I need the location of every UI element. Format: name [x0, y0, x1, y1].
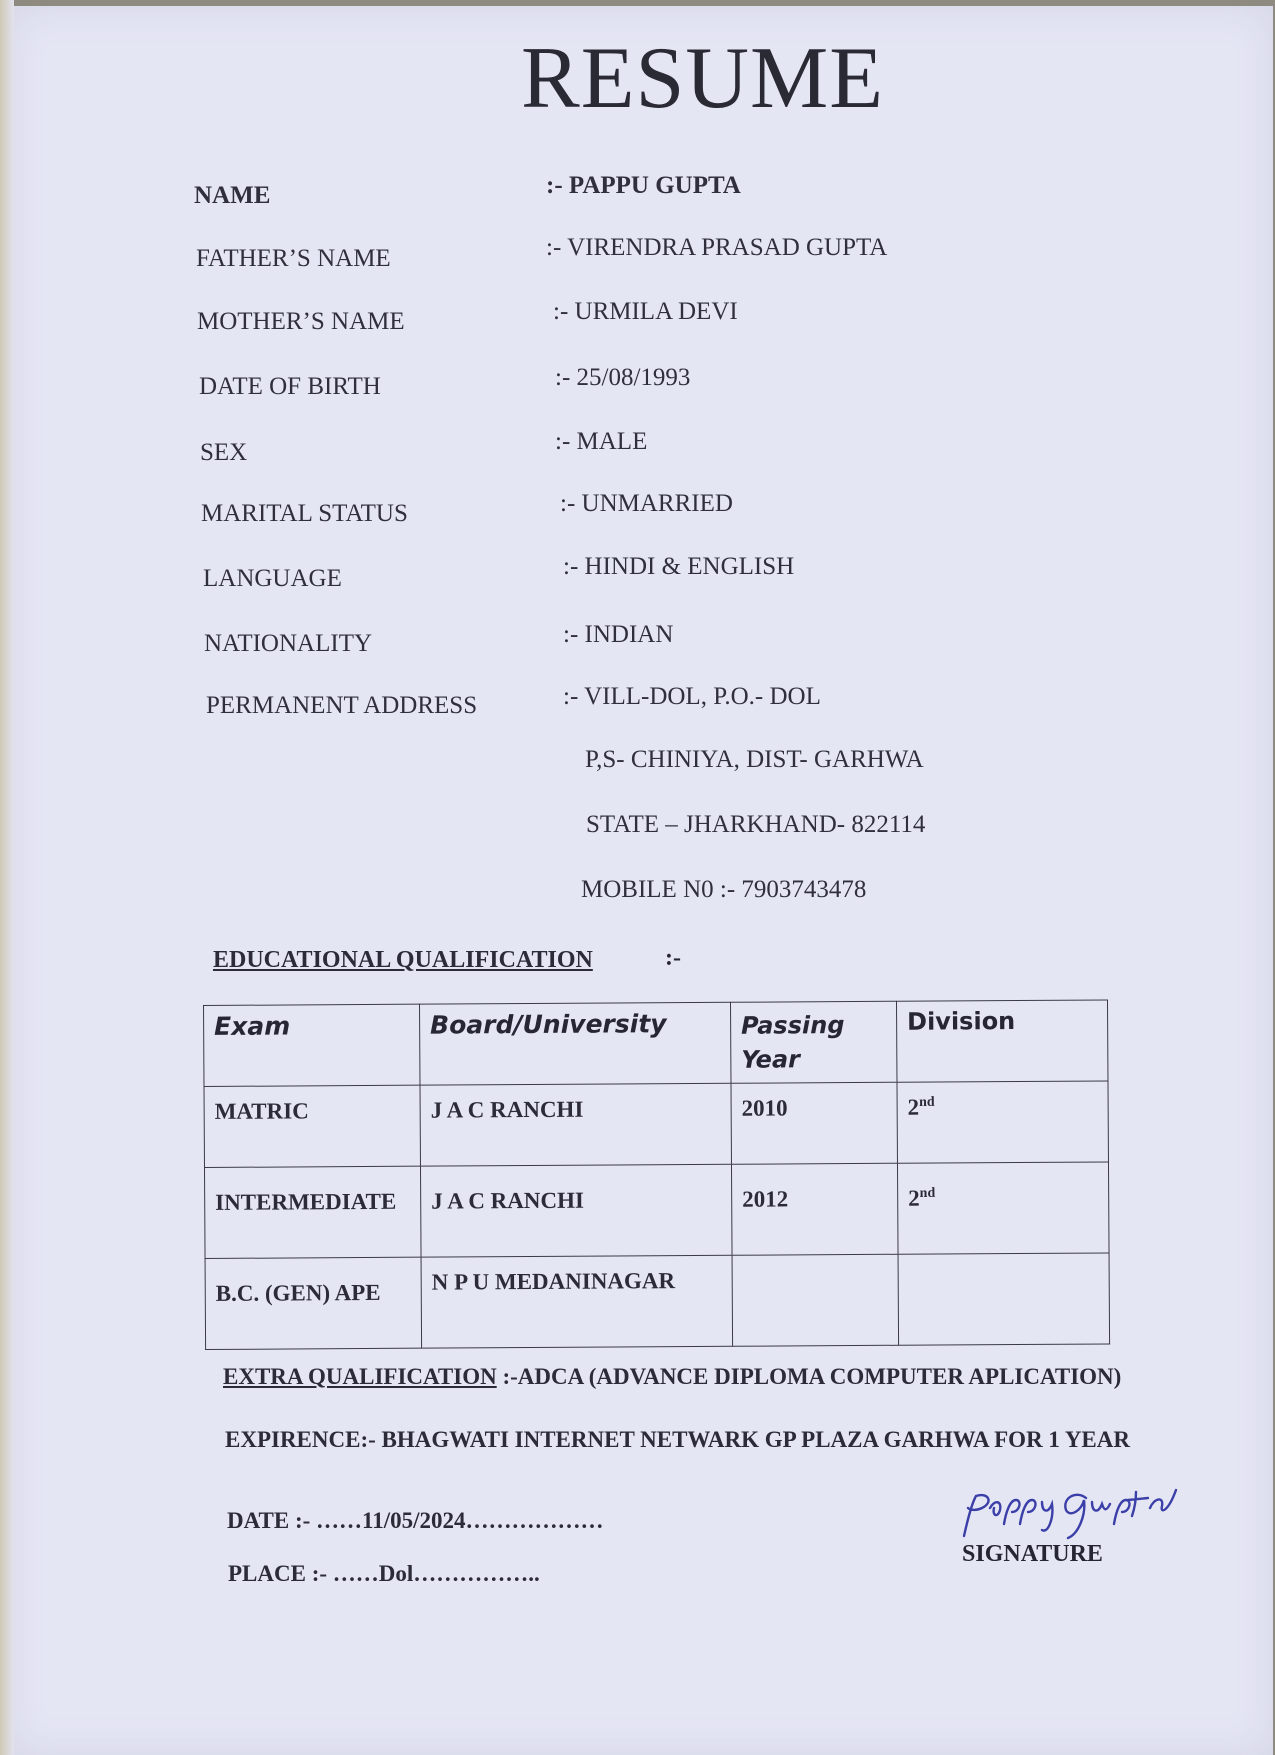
address-line-mobile: MOBILE N0 :- 7903743478	[581, 876, 867, 903]
handwritten-signature	[958, 1478, 1188, 1548]
field-label-sex: SEX	[200, 439, 248, 466]
field-value-mother: :- URMILA DEVI	[553, 298, 738, 325]
field-label-language: LANGUAGE	[203, 565, 342, 592]
field-label-mother: MOTHER’S NAME	[197, 308, 405, 335]
field-label-father: FATHER’S NAME	[196, 245, 391, 272]
extra-qualification-value: :-ADCA (ADVANCE DIPLOMA COMPUTER APLICATION)	[496, 1364, 1122, 1389]
paper-edge	[0, 0, 14, 1755]
cell-division: 2nd	[897, 1162, 1109, 1254]
field-label-dob: DATE OF BIRTH	[199, 373, 381, 400]
place-line: PLACE :- ……Dol……………..	[228, 1561, 540, 1586]
education-heading-colon: :-	[665, 945, 681, 971]
field-label-marital: MARITAL STATUS	[201, 500, 408, 527]
cell-division	[898, 1253, 1110, 1345]
table-header-row	[204, 1000, 1108, 1087]
cell-division: 2nd	[897, 1081, 1108, 1163]
cell-year	[732, 1254, 899, 1346]
cell-board: N P U MEDANINAGAR	[421, 1255, 733, 1348]
education-heading: EDUCATIONAL QUALIFICATION	[213, 947, 593, 973]
signature-label: SIGNATURE	[962, 1541, 1103, 1567]
experience-text: EXPIRENCE:- BHAGWATI INTERNET NETWARK GP PLAZA GARHWA FOR 1 YEAR	[225, 1427, 1130, 1452]
field-value-marital: :- UNMARRIED	[560, 490, 733, 517]
cell-year: 2010	[731, 1082, 897, 1164]
cell-year: 2012	[731, 1163, 898, 1255]
field-value-name: :- PAPPU GUPTA	[546, 172, 741, 199]
header-division: Division	[896, 1000, 1107, 1082]
field-label-name: NAME	[194, 182, 271, 209]
field-value-father: :- VIRENDRA PRASAD GUPTA	[546, 234, 888, 261]
field-value-sex: :- MALE	[555, 428, 648, 455]
table-row	[204, 1081, 1108, 1168]
cell-exam: B.C. (GEN) APE	[205, 1257, 422, 1349]
header-passing-year: Passing Year	[730, 1001, 896, 1083]
cell-exam: INTERMEDIATE	[204, 1166, 421, 1258]
table-row	[205, 1253, 1110, 1350]
cell-board: J A C RANCHI	[420, 1083, 731, 1166]
field-value-address: :- VILL-DOL, P.O.- DOL	[563, 683, 821, 710]
cell-exam: MATRIC	[204, 1085, 420, 1167]
field-value-dob: :- 25/08/1993	[555, 364, 691, 391]
date-line: DATE :- ……11/05/2024………………	[227, 1508, 604, 1533]
field-label-address: PERMANENT ADDRESS	[206, 692, 478, 719]
education-table	[203, 999, 1110, 1350]
address-line-2: STATE – JHARKHAND- 822114	[586, 811, 926, 838]
field-value-language: :- HINDI & ENGLISH	[563, 553, 795, 580]
cell-board: J A C RANCHI	[420, 1164, 732, 1257]
header-exam: Exam	[204, 1004, 420, 1086]
document-title: RESUME	[521, 30, 884, 127]
address-line-1: P,S- CHINIYA, DIST- GARHWA	[585, 746, 924, 773]
header-board: Board/University	[419, 1002, 730, 1085]
field-value-nationality: :- INDIAN	[563, 621, 674, 648]
field-label-nationality: NATIONALITY	[204, 630, 373, 657]
table-row	[204, 1162, 1109, 1259]
extra-qualification	[223, 1364, 1121, 1390]
extra-qualification-label: EXTRA QUALIFICATION	[223, 1364, 497, 1389]
